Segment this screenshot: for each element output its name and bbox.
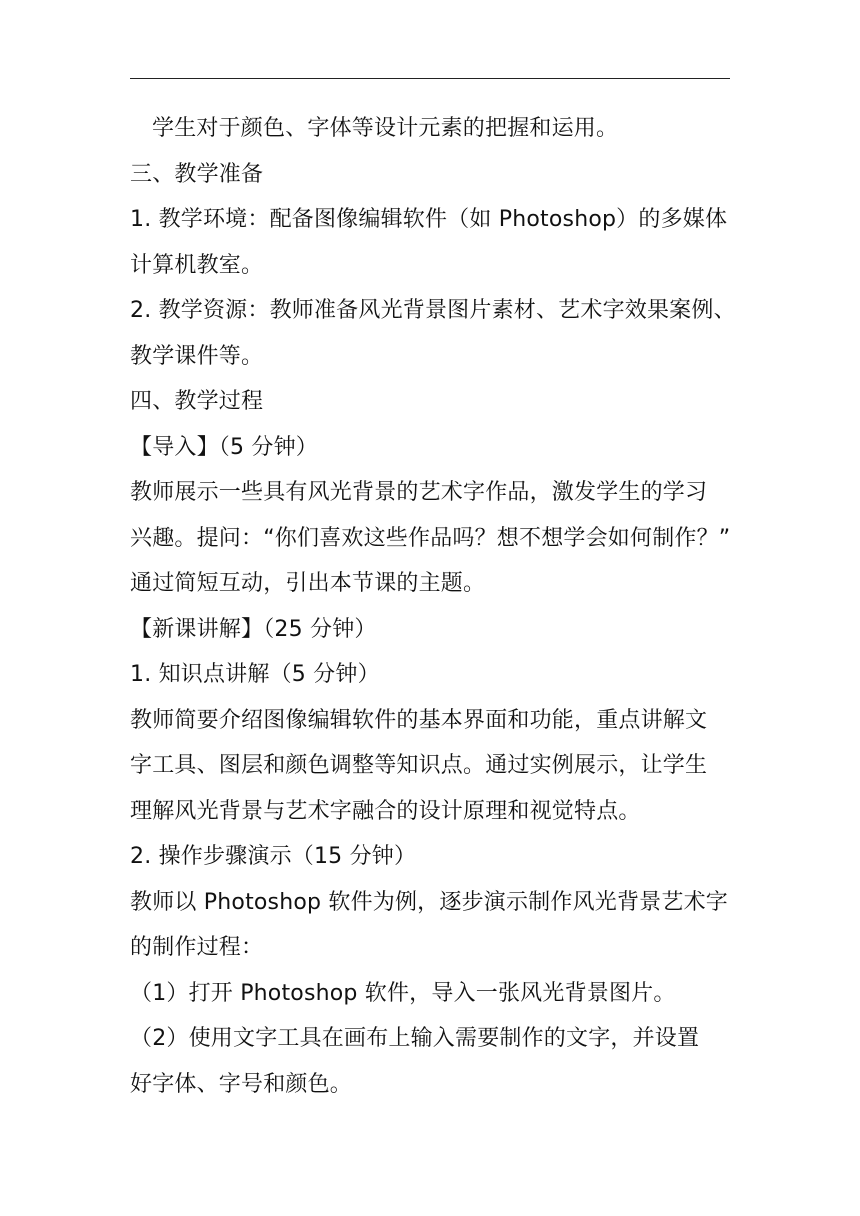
list-item: （2）使用文字工具在画布上输入需要制作的文字，并设置 xyxy=(130,1026,700,1051)
subheading-knowledge: 1. 知识点讲解（5 分钟） xyxy=(130,662,380,687)
subheading-demo: 2. 操作步骤演示（15 分钟） xyxy=(130,844,417,869)
header-rule xyxy=(130,78,730,79)
text-line: 字工具、图层和颜色调整等知识点。通过实例展示，让学生 xyxy=(130,753,708,778)
text-line: 的制作过程： xyxy=(130,935,264,960)
text-line: 教师以 Photoshop 软件为例，逐步演示制作风光背景艺术字 xyxy=(130,889,728,915)
text-line: 好字体、字号和颜色。 xyxy=(130,1071,353,1097)
section-heading-process: 四、教学过程 xyxy=(130,389,264,414)
section-heading-preparation: 三、教学准备 xyxy=(130,161,264,187)
subheading-new-lesson: 【新课讲解】（25 分钟） xyxy=(130,616,377,642)
text-line: 学生对于颜色、字体等设计元素的把握和运用。 xyxy=(152,116,619,141)
text-line: 2. 教学资源：教师准备风光背景图片素材、艺术字效果案例、 xyxy=(130,298,736,323)
list-item: （1）打开 Photoshop 软件，导入一张风光背景图片。 xyxy=(130,980,676,1006)
text-line: 教学课件等。 xyxy=(130,343,264,369)
document-body xyxy=(130,106,736,1107)
text-line: 通过简短互动，引出本节课的主题。 xyxy=(130,571,486,596)
text-line: 教师简要介绍图像编辑软件的基本界面和功能，重点讲解文 xyxy=(130,707,708,733)
text-line: 教师展示一些具有风光背景的艺术字作品，激发学生的学习 xyxy=(130,480,708,505)
text-line: 理解风光背景与艺术字融合的设计原理和视觉特点。 xyxy=(130,798,641,824)
text-line: 计算机教室。 xyxy=(130,252,264,278)
text-line: 兴趣。提问：“你们喜欢这些作品吗？想不想学会如何制作？” xyxy=(130,525,731,551)
subheading-intro: 【导入】（5 分钟） xyxy=(130,434,318,460)
text-line: 1. 教学环境：配备图像编辑软件（如 Photoshop）的多媒体 xyxy=(130,207,728,232)
